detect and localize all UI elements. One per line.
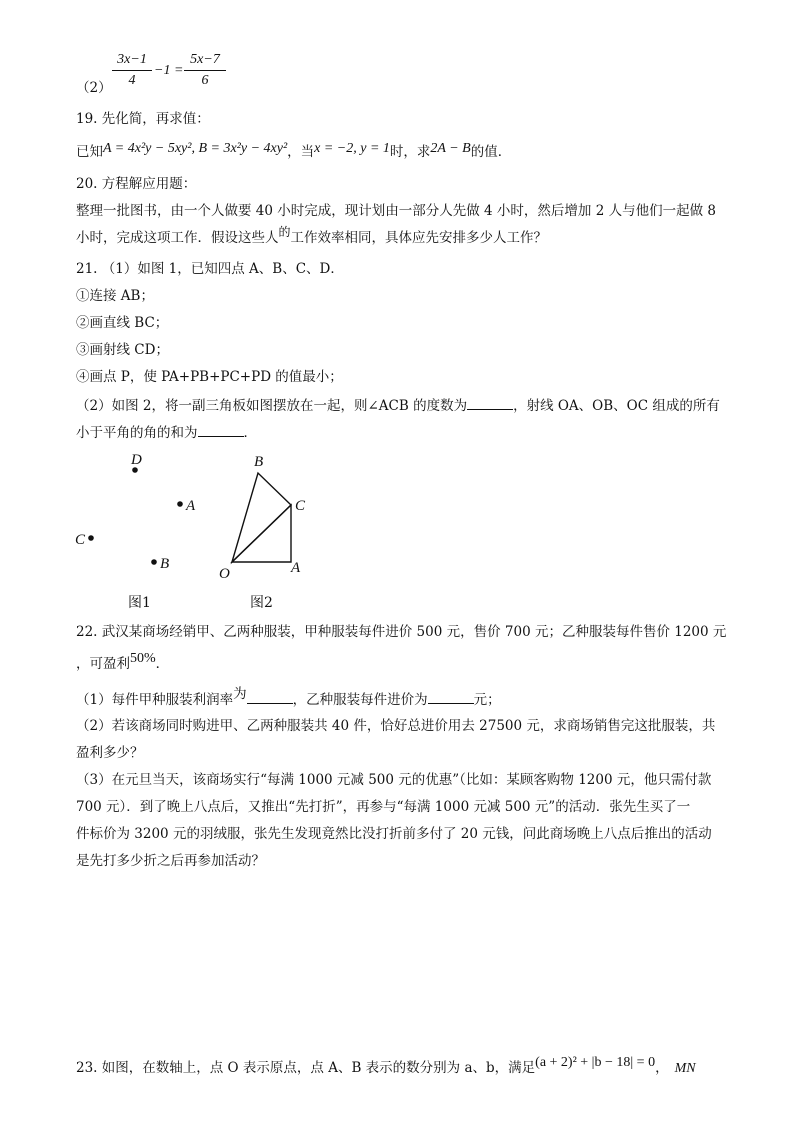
figure-2 [232, 473, 291, 562]
q19-statement: 已知A = 4x²y − 5xy², B = 3x²y − 4xy²，当x = −2, y = 1时，求2A − B的值． [76, 141, 512, 160]
q22-part3-line4: 是先打多少折之后再参加活动？ [76, 853, 265, 869]
q23-condition: (a + 2)² + |b − 18| = 0 [535, 1055, 656, 1070]
q18-rhs-denominator: 6 [201, 73, 209, 88]
q20-line1: 整理一批图书，由一个人做要 40 小时完成，现计划由一部分人先做 4 小时，然后增加 2 人与他们一起做 8 [76, 203, 716, 219]
fig1-label-d: D [131, 452, 142, 468]
fig1-label-a: A [186, 498, 196, 514]
q21-figures [0, 440, 795, 620]
q22-part3-line1: （3）在元旦当天，该商场实行“每满 1000 元减 500 元的优惠”（比如：某顾客购物 1200 元，他只需付款 [76, 772, 712, 788]
fig2-label-o: O [219, 566, 230, 582]
fig1-point-d [132, 467, 138, 473]
q18-lhs-denominator: 4 [128, 73, 136, 88]
q18-rhs-fraction [184, 52, 226, 89]
q22-blank-cost[interactable] [428, 689, 474, 704]
q21-blank-sum[interactable] [198, 422, 244, 437]
q20-line2: 小时，完成这项工作．假设这些人的工作效率相同，具体应先安排多少人工作？ [76, 225, 548, 246]
fig1-label-b: B [160, 556, 170, 572]
fig1-point-b [151, 559, 157, 565]
q18-rhs-numerator: 5x−7 [190, 52, 220, 67]
q22-part2-line1: （2）若该商场同时购进甲、乙两种服装共 40 件，恰好总进价用去 27500 元，求商场销售完这批服装，共 [76, 718, 716, 734]
fig1-point-c [88, 535, 94, 541]
fig1-point-a [177, 501, 183, 507]
q22-part3-line2: 700 元）．到了晚上八点后，又推出“先打折”，再参与“每满 1000 元减 500 元”的活动．张先生买了一 [76, 799, 691, 815]
q22-part3-line3: 件标价为 3200 元的羽绒服，张先生发现竟然比没打折前多付了 20 元钱，问此商场晚上八点后推出的活动 [76, 826, 712, 842]
q21-part2-line1: （2）如图 2，将一副三角板如图摆放在一起，则∠ACB 的度数为 ，射线 OA、OB、OC 组成的所有 [76, 395, 720, 416]
q21-item1: ①连接 AB； [76, 288, 154, 304]
fig2-label-c: C [295, 498, 306, 514]
fig2-caption: 图2 [250, 595, 273, 611]
figure-1 [75, 452, 196, 611]
q18-minus-one: −1 = [154, 63, 184, 78]
q22-blank-profit-rate[interactable] [247, 689, 293, 704]
q21-item2: ②画直线 BC； [76, 315, 169, 331]
q22-part1: （1）每件甲种服装利润率为 ，乙种服装每件进价为 元； [76, 686, 501, 708]
q21-item3: ③画射线 CD； [76, 342, 169, 358]
q18-lhs-fraction [112, 52, 152, 89]
q22-line2: ，可盈利50%． [76, 651, 170, 672]
q21-part2-line2: 小于平角的角的和为 ． [76, 422, 257, 443]
q19-target: 2A − B [430, 141, 471, 156]
fig2-label-a: A [291, 560, 301, 576]
fig2-triangle-obc [232, 473, 291, 562]
q21-blank-angle[interactable] [467, 395, 513, 410]
fig1-label-c: C [75, 532, 86, 548]
q22-part2-line2: 盈利多少？ [76, 745, 144, 761]
q19-condition: x = −2, y = 1 [314, 141, 390, 156]
q21-line1: 21. （1）如图 1，已知四点 A、B、C、D． [76, 261, 344, 277]
q21-item4: ④画点 P，使 PA+PB+PC+PD 的值最小； [76, 369, 343, 385]
fig2-label-b: B [254, 454, 264, 470]
q19-expressions: A = 4x²y − 5xy², B = 3x²y − 4xy² [103, 141, 288, 156]
q18-lhs-numerator: 3x−1 [117, 52, 147, 67]
q22-line1: 22. 武汉某商场经销甲、乙两种服装，甲种服装每件进价 500 元，售价 700 元；乙种服装每件售价 1200 元 [76, 624, 727, 640]
fig1-caption: 图1 [128, 595, 151, 611]
q23-line1: 23. 如图，在数轴上，点 O 表示原点，点 A、B 表示的数分别为 a、b，满足(a + 2)² + |b − 18| = 0， MN [76, 1055, 696, 1076]
q18-label: （2） [76, 80, 112, 96]
q20-title: 20. 方程解应用题： [76, 176, 197, 192]
q19-title: 19. 先化简，再求值： [76, 111, 210, 127]
